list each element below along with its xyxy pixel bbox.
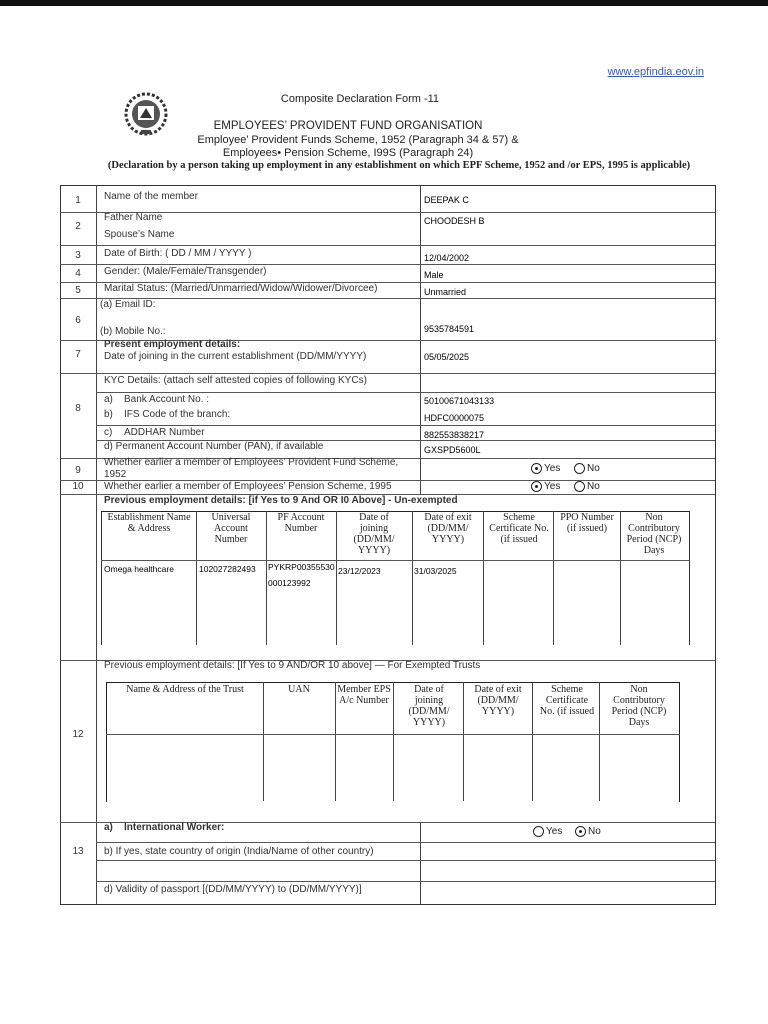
dob-value[interactable]: 12/04/2002 [424,253,470,263]
present-employment-heading: Present employment details: [104,339,241,350]
radio-empty-icon[interactable] [533,826,544,837]
col-header: Non Contributory Period (NCP) Days [611,684,667,728]
col-line [553,511,554,645]
col-header: PPO Number (if issued) [560,512,614,534]
epf-no-option[interactable] [574,463,600,474]
radio-selected-icon[interactable] [531,463,542,474]
col-line [620,511,621,645]
no-label: No [588,826,601,838]
father-name-value[interactable]: CHOODESH B [424,216,485,226]
row-number: 4 [75,268,81,279]
aadhar-value[interactable]: 882553838217 [424,430,485,440]
kyc-heading: KYC Details: (attach self attested copies of following KYCs) [104,375,367,386]
col-header: Date of joining (DD/MM/ YYYY) [353,512,395,556]
row-number: 9 [75,465,81,476]
col-header: Member EPS A/c Number [337,684,391,706]
prev-pf-account-value[interactable]: PYKRP00355530 [268,562,335,572]
no-label: No [587,463,600,475]
eps-no-option[interactable] [574,481,600,492]
row-number: 2 [75,221,81,232]
mobile-label: (b) Mobile No.: [100,326,166,337]
date-of-joining-value[interactable]: 05/05/2025 [424,352,470,362]
no-label: No [587,481,600,493]
col-header: Name & Address of the Trust [126,684,244,695]
row-line [96,860,715,861]
row-number: 1 [75,195,81,206]
form-title: Composite Declaration Form -11 [280,93,440,105]
dob-label: Date of Birth: ( DD / MM / YYYY ) [104,248,252,259]
scheme-line-2: Employees• Pension Scheme, I99S (Paragraph 24) [222,147,474,159]
member-name-value[interactable]: DEEPAK C [424,195,469,205]
prev-doe-value[interactable]: 31/03/2025 [414,566,457,576]
row-line [60,245,715,246]
col-header: UAN [288,684,310,695]
radio-empty-icon[interactable] [574,463,585,474]
pan-label: d) Permanent Account Number (PAN), if available [104,441,324,452]
member-name-label: Name of the member [104,191,198,202]
col-header: Date of exit (DD/MM/ YYYY) [424,512,472,545]
row-line [96,425,715,426]
col-line [263,682,264,801]
scheme-line-1: Employee’ Provident Funds Scheme, 1952 (Paragraph 34 & 57) & [197,134,519,146]
row-line [96,842,715,843]
eps-member-question: Whether earlier a member of Employees’ Pension Scheme, 1995 [104,481,392,492]
radio-selected-icon[interactable] [575,826,586,837]
col-header: Date of exit (DD/MM/ YYYY) [474,684,522,717]
col-line [335,682,336,801]
row-number: 6 [75,315,81,326]
col-line [463,682,464,801]
col-header: PF Account Number [277,512,325,534]
mobile-value[interactable]: 9535784591 [424,324,475,334]
father-name-label: Father Name [104,212,163,223]
col-line [336,511,337,645]
aadhar-label: ADDHAR Number [124,427,205,438]
col-header: Universal Account Number [211,512,251,545]
col-line [532,682,533,801]
row-line [60,298,715,299]
row-line [96,881,715,882]
radio-selected-icon[interactable] [531,481,542,492]
email-label: (a) Email ID: [100,299,156,310]
table-divider [420,822,421,904]
col-header: Date of joining (DD/MM/ YYYY) [408,684,450,728]
col-line [196,511,197,645]
aadhar-mark: c) [104,427,113,438]
row-number: 12 [72,729,84,740]
row-number: 13 [72,846,84,857]
declaration-note: (Declaration by a person taking up employment in any establishment on which EPF Scheme, 1952 and /or EPS, 1995 is applicable) [107,160,691,171]
gender-value[interactable]: Male [424,270,444,280]
gender-label: Gender: (Male/Female/Transgender) [104,266,267,277]
col-header: Scheme Certificate No. (if issued [489,512,549,545]
row-number: 3 [75,250,81,261]
international-worker-mark: a) [104,822,113,833]
intl-no-option[interactable] [575,826,601,837]
ifsc-mark: b) [104,409,113,420]
col-line [266,511,267,645]
row-number: 5 [75,285,81,296]
marital-status-value[interactable]: Unmarried [424,287,467,297]
exempted-heading: Previous employment details: [If Yes to 9 AND/OR 10 above] — For Exempted Trusts [104,660,481,671]
col-line [483,511,484,645]
col-header: Establishment Name & Address [107,512,191,534]
scan-top-edge [0,0,768,6]
row-line [106,734,680,735]
date-of-joining-label: Date of joining in the current establishment (DD/MM/YYYY) [104,351,367,362]
row-line [60,264,715,265]
organisation-name: EMPLOYEES’ PROVIDENT FUND ORGANISATION [213,120,483,132]
passport-validity-label: d) Validity of passport [(DD/MM/YYYY) to (DD/MM/YYYY)] [104,884,362,895]
row-number: 8 [75,403,81,414]
table-divider [96,185,97,904]
prev-doj-value[interactable]: 23/12/2023 [338,566,381,576]
unexempted-heading: Previous employment details: [if Yes to 9 And OR I0 Above] - Un-exempted [104,495,458,506]
intl-yes-option[interactable] [533,826,562,837]
col-header: Scheme Certificate No. (if issued [539,684,595,717]
ifsc-label: IFS Code of the branch: [124,409,231,420]
prev-pf-account-value-cont[interactable]: 000123992 [268,578,311,588]
epf-yes-option[interactable] [531,463,560,474]
country-of-origin-label: b) If yes, state country of origin (India/Name of other country) [104,846,374,857]
yes-label: Yes [544,481,561,493]
col-line [412,511,413,645]
yes-label: Yes [546,826,563,838]
row-line [101,560,689,561]
yes-label: Yes [544,463,561,475]
ifsc-value[interactable]: HDFC0000075 [424,413,485,423]
bank-account-mark: a) [104,394,113,405]
website-link[interactable]: www.epfindia.eov.in [607,66,704,78]
eps-yes-option[interactable] [531,481,560,492]
prev-establishment-value[interactable]: Omega healthcare [104,564,174,574]
bank-account-label: Bank Account No. : [124,394,210,405]
spouse-name-label: Spouse’s Name [104,229,175,240]
pan-value[interactable]: GXSPD5600L [424,445,481,455]
col-header: Non Contributory Period (NCP) Days [626,512,682,556]
col-line [599,682,600,801]
radio-empty-icon[interactable] [574,481,585,492]
international-worker-label: International Worker: [124,822,225,833]
epf-member-question: Whether earlier a member of Employees’ Provident Fund Scheme, [104,457,399,468]
row-number: 10 [72,481,84,492]
row-number: 7 [75,349,81,360]
row-line [60,373,715,374]
marital-status-label: Marital Status: (Married/Unmarried/Widow/Widower/Divorcee) [104,283,378,294]
row-line [96,392,715,393]
col-line [393,682,394,801]
bank-account-value[interactable]: 50100671043133 [424,396,495,406]
prev-uan-value[interactable]: 102027282493 [199,564,256,574]
epf-member-question-year: 1952 [104,469,127,480]
